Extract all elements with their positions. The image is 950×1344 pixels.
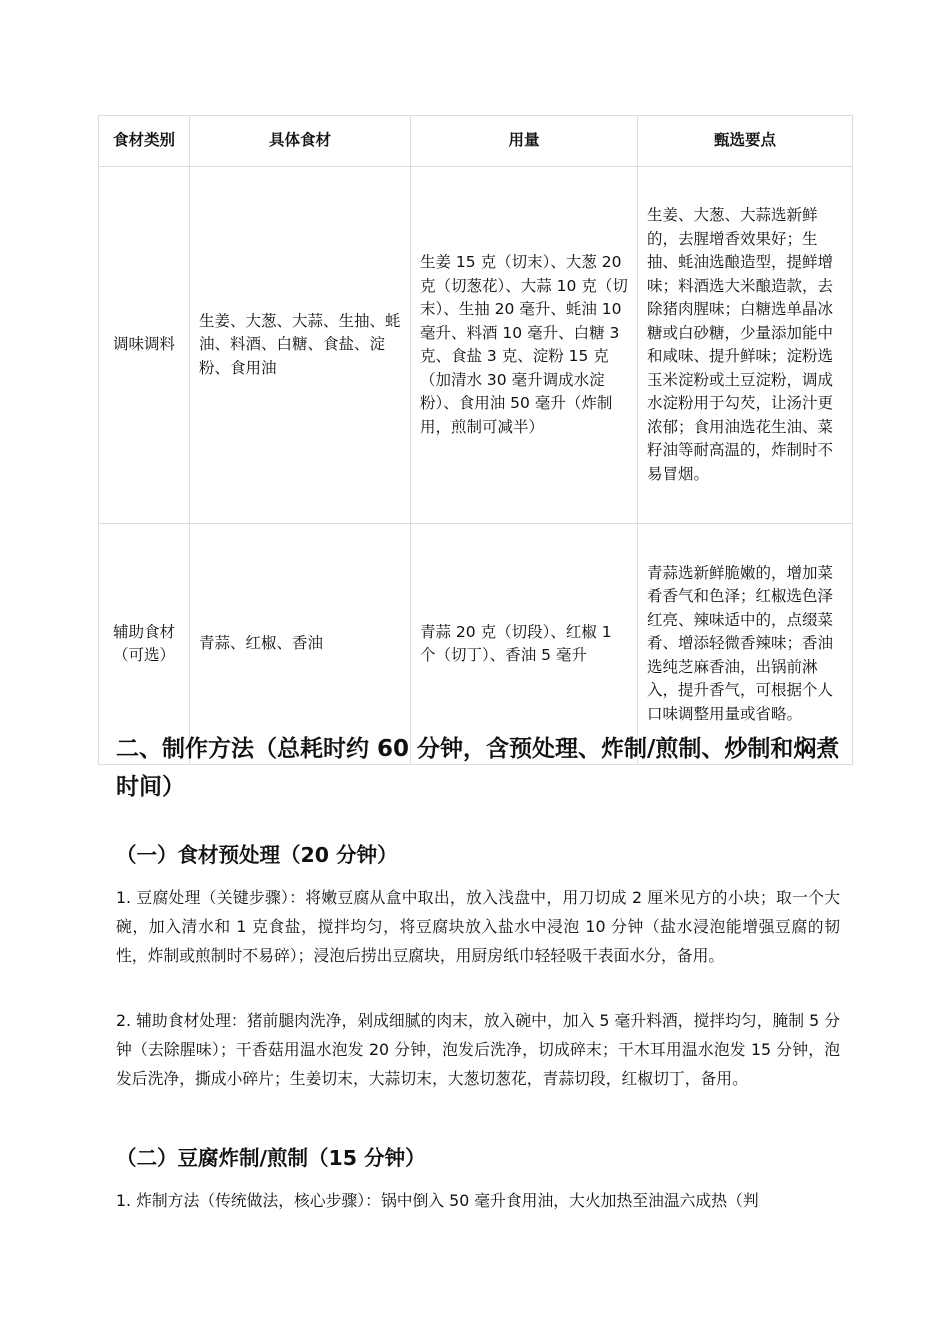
cell-amount: 生姜 15 克（切末）、大葱 20 克（切葱花）、大蒜 10 克（切末）、生抽 20 毫升、蚝油 10 毫升、料酒 10 毫升、白糖 3 克、食盐 3 克、淀粉 15 克（加清水 30 毫升调成水淀粉）、食用油 50 毫升（炸制用，煎制可减半） (411, 167, 638, 524)
subsection-heading-preprocess: （一）食材预处理（20 分钟） (116, 843, 398, 867)
header-amount: 用量 (411, 116, 638, 167)
cell-category: 辅助食材（可选） (99, 524, 190, 765)
header-category: 食材类别 (99, 116, 190, 167)
cell-amount: 青蒜 20 克（切段）、红椒 1 个（切丁）、香油 5 毫升 (411, 524, 638, 765)
header-items: 具体食材 (190, 116, 411, 167)
ingredients-table (98, 115, 853, 765)
table-row (99, 524, 853, 765)
cell-items: 生姜、大葱、大蒜、生抽、蚝油、料酒、白糖、食盐、淀粉、食用油 (190, 167, 411, 524)
cell-tips: 青蒜选新鲜脆嫩的，增加菜肴香气和色泽；红椒选色泽红亮、辣味适中的，点缀菜肴、增添轻微香辣味；香油选纯芝麻香油，出锅前淋入，提升香气，可根据个人口味调整用量或省略。 (638, 524, 853, 765)
paragraph-aux-processing: 2. 辅助食材处理：猪前腿肉洗净，剁成细腻的肉末，放入碗中，加入 5 毫升料酒，搅拌均匀，腌制 5 分钟（去除腥味）；干香菇用温水泡发 20 分钟，泡发后洗净，切成碎末；干木耳用温水泡发 15 分钟，泡发后洗净，撕成小碎片；生姜切末，大蒜切末，大葱切葱花，青蒜切段，红椒切丁，备用。 (116, 1011, 840, 1088)
header-tips: 甄选要点 (638, 116, 853, 167)
cell-items: 青蒜、红椒、香油 (190, 524, 411, 765)
cell-tips: 生姜、大葱、大蒜选新鲜的，去腥增香效果好；生抽、蚝油选酿造型，提鲜增味；料酒选大米酿造款，去除猪肉腥味；白糖选单晶冰糖或白砂糖，少量添加能中和咸味、提升鲜味；淀粉选玉米淀粉或土豆淀粉，调成水淀粉用于勾芡，让汤汁更浓郁；食用油选花生油、菜籽油等耐高温的，炸制时不易冒烟。 (638, 167, 853, 524)
section-heading: 二、制作方法（总耗时约 60 分钟，含预处理、炸制/煎制、炒制和焖煮时间） (116, 736, 840, 800)
table-row (99, 167, 853, 524)
cell-category: 调味调料 (99, 167, 190, 524)
paragraph-frying-method: 1. 炸制方法（传统做法，核心步骤）：锅中倒入 50 毫升食用油，大火加热至油温六成热（判 (116, 1191, 759, 1210)
paragraph-tofu-processing: 1. 豆腐处理（关键步骤）：将嫩豆腐从盒中取出，放入浅盘中，用刀切成 2 厘米见方的小块；取一个大碗，加入清水和 1 克食盐，搅拌均匀，将豆腐块放入盐水中浸泡 10 分钟（盐水浸泡能增强豆腐的韧性，炸制或煎制时不易碎）；浸泡后捞出豆腐块，用厨房纸巾轻轻吸干表面水分，备用。 (116, 888, 840, 965)
subsection-heading-frying: （二）豆腐炸制/煎制（15 分钟） (116, 1146, 426, 1170)
table-header-row (99, 116, 853, 167)
